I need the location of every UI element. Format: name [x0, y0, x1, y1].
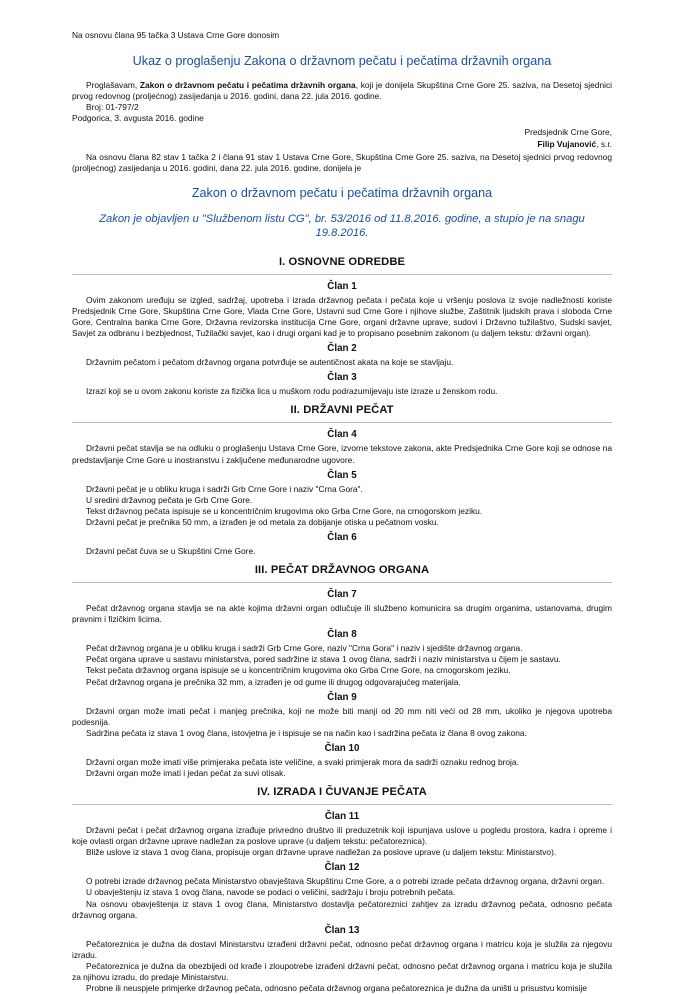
article-paragraph: Državni pečat i pečat državnog organa izrađuje privredno društvo ili preduzetnik koji ispunjava uslove u pogledu prostora, kadra i opreme i koje ovlasti organ državne uprave nadležan za poslove uprave (u daljem tekstu: pečatoreznica). — [72, 825, 612, 847]
article-paragraph: Na osnovu obavještenja iz stava 1 ovog člana, Ministarstvo dostavlja pečatoreznici zahtjev za izradu državnog pečata, odnosno pečata državnog organa. — [72, 898, 612, 920]
article-paragraph: Sadržina pečata iz stava 1 ovog člana, istovjetna je i ispisuje se na način kao i sadržina pečata iz člana 8 ovog zakona. — [86, 727, 527, 738]
adoption-note: Na osnovu člana 82 stav 1 tačka 2 i člana 91 stav 1 Ustava Crne Gore, Skupština Crne Gore 25. saziva, na Desetoj sjednici prvog redovnog (proljećnog) zasijedanja u 2016. godini, dana 22. jula 2016. godine, donijela je — [72, 151, 612, 173]
article-paragraph: Tekst pečata državnog organa ispisuje se u koncentričnim krugovima oko Grba Crne Gore, na crnogorskom jeziku. — [86, 665, 511, 676]
article-paragraph: Pečat državnog organa stavlja se na akte kojima državni organ odlučuje ili službeno komunicira sa drugim organima, ustanovama, drugim pravnim i fizičkim licima. — [72, 603, 612, 625]
article-paragraph: Državni pečat čuva se u Skupštini Crne Gore. — [86, 545, 256, 556]
section-divider — [72, 582, 612, 583]
article-paragraph: Pečat državnog organa je prečnika 32 mm, a izrađen je od gume ili drugog odgovarajućeg materijala. — [86, 676, 461, 687]
signature-suffix: , s.r. — [596, 138, 612, 149]
article-paragraph: Državni organ može imati i jedan pečat za suvi otisak. — [86, 768, 286, 778]
article-paragraph: Pečatoreznica je dužna da obezbijedi od krađe i zloupotrebe izrađeni državni pečat, odnosno pečat državnog organa i matricu koja je služila za njihovu izradu, do predaje Ministarstvu. — [72, 960, 612, 983]
article-paragraph: U sredini državnog pečata je Grb Crne Gore. — [86, 494, 253, 505]
article-paragraph: Bliže uslove iz stava 1 ovog člana, propisuje organ državne uprave nadležan za poslove uprave (u daljem tekstu: Ministarstvo). — [86, 847, 557, 858]
article-paragraph: Tekst državnog pečata ispisuje se u koncentričnim krugovima oko Grba Crne Gore, na crnogorskom jeziku. — [86, 505, 483, 516]
article-title: Član 6 — [327, 531, 357, 543]
article-paragraph: Državni organ može imati više primjeraka pečata iste veličine, a svaki primjerak mora da sadrži oznaku rednog broja. — [86, 756, 519, 767]
article-title: Član 3 — [327, 372, 357, 384]
article-paragraph: Pečat organa uprave u sastavu ministarstva, pored sadržine iz stava 1 ovog člana, sadrži i naziv ministarstva u čijem je sastavu. — [86, 654, 561, 665]
article-title: Član 11 — [324, 811, 360, 823]
intro-note: Na osnovu člana 95 tačka 3 Ustava Crne Gore donosim — [72, 30, 280, 40]
section-title: II. DRŽAVNI PEČAT — [290, 404, 394, 417]
section-divider — [72, 274, 612, 275]
document-body — [72, 30, 612, 994]
article-paragraph: Državnim pečatom i pečatom državnog organa potvrđuje se autentičnost akata na koje se stavljaju. — [86, 357, 454, 368]
article-paragraph: Državni pečat je prečnika 50 mm, a izrađen je od metala za dobijanje otiska u pečatnom vosku. — [86, 516, 439, 527]
article-title: Član 2 — [327, 343, 357, 355]
article-title: Član 1 — [327, 280, 357, 292]
article-title: Član 13 — [324, 924, 360, 936]
article-paragraph: Pečatoreznica je dužna da dostavi Ministarstvu izrađeni državni pečat, odnosno pečat državnog organa i matricu koja je služila za njegovu izradu. — [72, 938, 612, 960]
signature-role: Predsjednik Crne Gore, — [524, 127, 612, 138]
article-paragraph: Državni pečat je u obliku kruga i sadrži Grb Crne Gore i naziv "Crna Gora". — [86, 483, 363, 494]
proclamation-suffix: , koji je donijela Skupština Crne Gore 25. saziva, na Desetoj sjednici prvog redovnog (proljećnog) zasijedanja u 2016. godini, dana 22. jula 2016. godine. — [72, 80, 613, 102]
signature-name: Filip Vujanović — [537, 138, 597, 149]
article-paragraph: Probne ili neuspjele primjerke državnog pečata, odnosno pečata državnog organa pečatoreznica je dužna da uništi u prisustvu komisije — [86, 983, 587, 994]
section-divider — [72, 422, 612, 423]
article-title: Član 12 — [324, 862, 360, 874]
signature-line — [72, 139, 612, 150]
article-paragraph: Državni pečat stavlja se na odluku o proglašenju Ustava Crne Gore, izvorne tekstove zakona, akte Predsjednika Crne Gore koji se odnose na predstavljanje Crne Gore u inostranstvu i zaključene međunarodne ugovore. — [72, 443, 612, 465]
section-title: IV. IZRADA I ČUVANJE PEČATA — [257, 786, 427, 799]
law-title: Zakon o državnom pečatu i pečatima državnih organa — [191, 185, 493, 200]
article-title: Član 8 — [327, 629, 357, 641]
article-paragraph: Pečat državnog organa je u obliku kruga i sadrži Grb Crne Gore, naziv "Crna Gora" i naziv i sjedište državnog organa. — [86, 643, 523, 654]
section-title: III. PEČAT DRŽAVNOG ORGANA — [254, 564, 430, 577]
article-paragraph: U obavještenju iz stava 1 ovog člana, navode se podaci o veličini, sadržaju i broju potrebnih pečata. — [86, 887, 456, 898]
article-paragraph: Državni organ može imati pečat i manjeg prečnika, koji ne može biti manji od 20 mm niti veći od 28 mm, ukoliko je njegova upotreba podesnija. — [72, 705, 612, 727]
decree-title: Ukaz o proglašenju Zakona o državnom pečatu i pečatima državnih organa — [132, 54, 552, 69]
proclamation-law-name: Zakon o državnom pečatu i pečatima državnih organa — [139, 80, 356, 91]
proclamation-prefix: Proglašavam, — [86, 80, 140, 91]
article-paragraph: Ovim zakonom uređuju se izgled, sadržaj, upotreba i izrada državnog pečata i pečata koje u vršenju poslova iz svoje nadležnosti koriste Predsjednik Crne Gore, Skupština Crne Gore, Vlada Crne Gore, Ustavni sud Crne Gore i njihove službe, Zaštitnik ljudskih prava i sloboda Crne Gore, Centralna banka Crne Gore, Državna revizorska institucija Crne Gore, organi državne uprave, sudovi i Državno tužilaštvo, Sudski savjet, Savjet za odbranu i bezbjednost, Tužilački savjet, kao i drugi organi kad je to propisano posebnim zakonom (u daljem tekstu: državni organ). — [72, 294, 612, 339]
section-title: I. OSNOVNE ODREDBE — [278, 255, 406, 268]
article-title: Član 10 — [324, 742, 360, 754]
article-paragraph: O potrebi izrade državnog pečata Ministarstvo obavještava Skupštinu Crne Gore, a o potrebi izrade pečata državnog organa, državni organ. — [86, 876, 605, 887]
law-subtitle: Zakon je objavljen u "Službenom listu CG", br. 53/2016 od 11.8.2016. godine, a stupio je na snagu 19.8.2016. — [99, 212, 585, 239]
article-title: Član 5 — [327, 469, 357, 481]
proclamation-paragraph — [72, 80, 612, 102]
article-paragraph: Izrazi koji se u ovom zakonu koriste za fizička lica u muškom rodu podrazumijevaju iste izraze u ženskom rodu. — [86, 386, 498, 397]
article-title: Član 4 — [327, 429, 357, 441]
article-title: Član 7 — [327, 589, 357, 601]
decree-number: Broj: 01-797/2 — [86, 102, 139, 113]
decree-place-date: Podgorica, 3. avgusta 2016. godine — [72, 113, 204, 124]
article-title: Član 9 — [327, 691, 357, 703]
section-divider — [72, 804, 612, 805]
